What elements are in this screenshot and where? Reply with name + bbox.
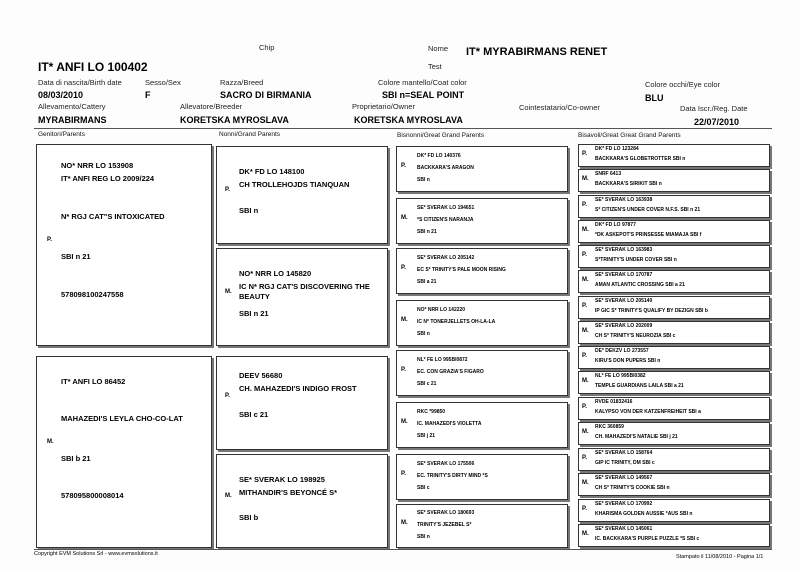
cat-name: IT* MYRABIRMANS RENET [466,46,608,58]
gg-sex-mark: M. [582,227,589,233]
parent-sire-box [36,144,212,346]
gg-sex-mark: P. [582,151,587,157]
gg-reg: SE* SVERAK LO 170992 [595,501,653,507]
gg-sex-mark: P. [582,303,587,309]
gg-reg: SE* SVERAK LO 145061 [595,526,653,532]
grandparent-name: MITHANDIR'S BEYONCÉ S* [239,488,338,497]
coat-value: SBI n=SEAL POINT [382,90,465,100]
grandparent-color: SBI c 21 [239,410,269,419]
footer-rule [34,549,772,550]
great-great-grandparent-box [578,144,770,167]
great-great-grandparent-box [578,321,770,344]
header-rule [34,128,772,129]
gg-sex-mark: M. [582,277,589,283]
gg-sex-mark: P. [582,506,587,512]
gg-name: IP GIC S* TRINITY'S QUALIFY BY DEZIGN SBI b [595,308,708,314]
parent-chip: 578095800008014 [61,491,124,500]
grandparent-sex-mark: P. [225,187,230,193]
great-color: SBI n [417,331,430,337]
eye-value: BLU [645,93,664,103]
grandparent-name: CH. MAHAZEDI'S INDIGO FROST [239,384,357,393]
gg-reg: SE* SVERAK LO 170787 [595,272,653,278]
gg-sex-mark: P. [582,252,587,258]
gg-sex-mark: M. [582,480,589,486]
parent-reg-2: IT* ANFI REG LO 2009/224 [61,174,155,183]
grandparent-sex-mark: P. [225,393,230,399]
great-reg: RKC *99850 [417,409,446,415]
gg-reg: RKC 360859 [595,424,624,430]
grandparent-color: SBI n [239,206,259,215]
parent-name: N* RGJ CAT"S INTOXICATED [61,212,165,221]
great-great-grandparent-box [578,296,770,319]
gg-reg: RVDE 01832416 [595,399,633,405]
gg-name: KHARISMA GOLDEN AUSSIE *AUS SBI n [595,511,693,517]
sex-value: F [145,90,151,100]
column-parents-header: Genitori/Parents [38,131,85,138]
gg-name: CH S* TRINITY'S COOKIE SBI n [595,485,670,491]
gg-reg: SE* SVERAK LO 158764 [595,450,653,456]
great-great-grandparent-box [578,195,770,218]
eye-label: Colore occhi/Eye color [645,80,721,89]
great-great-grandparent-box [578,448,770,471]
grandparent-box [216,454,388,548]
great-grandparent-box [396,198,568,244]
great-color: SBI n [417,534,430,540]
gg-sex-mark: P. [582,202,587,208]
gg-name: AMAN ATLANTIC CROSSING SBI a 21 [595,282,685,288]
grandparent-box [216,248,388,346]
breeder-label: Allevatore/Breeder [180,102,243,111]
coat-label: Colore mantello/Coat color [378,78,467,87]
test-label: Test [428,62,442,71]
great-name: IC. MAHAZEDI'S VIOLETTA [417,421,482,427]
great-grandparent-box [396,504,568,548]
footer-copyright: Copyright EVM Solutions Srl - www.evmsolutions.it [34,551,158,557]
cattery-value: MYRABIRMANS [38,115,107,125]
breeder-value: KORETSKA MYROSLAVA [180,115,289,125]
great-sex-mark: M. [401,317,408,323]
parent-color: SBI n 21 [61,252,91,261]
grandparent-color: SBI b [239,513,259,522]
grandparent-sex-mark: M. [225,289,232,295]
parent-color: SBI b 21 [61,454,91,463]
grandparent-box [216,146,388,244]
gg-reg: SE* SVERAK LO 163983 [595,247,653,253]
great-grandparent-box [396,146,568,192]
great-grandparent-box [396,300,568,346]
great-great-grandparent-box [578,169,770,192]
grandparent-name: IC N* RGJ CAT'S DISCOVERING THE [239,282,370,291]
cattery-label: Allevamento/Cattery [38,102,106,111]
great-great-grandparent-box [578,371,770,394]
great-sex-mark: M. [401,520,408,526]
great-color: SBI j 21 [417,433,436,439]
great-great-grandparent-box [578,499,770,522]
great-color: SBI a 21 [417,279,437,285]
gg-sex-mark: P. [582,404,587,410]
gg-name: BACKKARA'S GLOBETROTTER SBI n [595,156,686,162]
column-grand-header: Nonni/Grand Parents [219,131,281,138]
gg-reg: SNRF 6413 [595,171,622,177]
gg-sex-mark: M. [582,328,589,334]
great-reg: SE* SVERAK LO 175506 [417,461,475,467]
gg-name: S* CITIZEN'S UNDER COVER N.F.S. SBI n 21 [595,207,701,213]
chip-label: Chip [259,43,275,52]
column-great-header: Bisnonni/Great Grand Parents [397,132,485,139]
grandparent-color: SBI n 21 [239,309,269,318]
great-grandparent-box [396,402,568,448]
breed-value: SACRO DI BIRMANIA [220,90,312,100]
parent-sex-mark: M. [47,439,54,445]
great-name: *S CITIZEN'S NARANJA [417,217,474,223]
great-name: EC. CON GRAZIA'S FIGARO [417,369,484,375]
great-name: EC S* TRINITY'S PALE MOON RISING [417,267,506,273]
great-sex-mark: M. [401,215,408,221]
grandparent-sex-mark: M. [225,493,232,499]
gg-reg: SE* SVERAK LO 163938 [595,197,653,203]
gg-sex-mark: M. [582,176,589,182]
grandparent-reg: DK* FD LO 148100 [239,167,305,176]
great-name: BACKKARA'S ARAGON [417,165,474,171]
great-reg: NO* NRR LO 142220 [417,307,466,313]
great-reg: SE* SVERAK LO 180693 [417,510,475,516]
great-reg: DK* FD LO 140376 [417,153,461,159]
parent-dam-box [36,356,212,548]
great-reg: NL* FE LO 995BI0872 [417,357,468,363]
gg-sex-mark: P. [582,455,587,461]
great-grandparent-box [396,454,568,500]
breed-label: Razza/Breed [220,78,264,87]
regdate-label: Data Iscr./Reg. Date [680,104,748,113]
great-name: IC N* TONERJELLETS OH-LA-LA [417,319,496,325]
great-great-grandparent-box [578,397,770,420]
great-color: SBI n 21 [417,229,437,235]
gg-sex-mark: M. [582,429,589,435]
gg-reg: DK* FD LO 123284 [595,146,639,152]
gg-reg: SE* SVERAK LO 149567 [595,475,653,481]
gg-name: BACKKARA'S SIRIKIT SBI n [595,181,662,187]
gg-name: GIP IC TRINITY, DM SBI c [595,460,655,466]
great-sex-mark: M. [401,419,408,425]
gg-reg: DE* DEKZV LO 273557 [595,348,649,354]
grandparent-name: CH TROLLEHOJDS TIANQUAN [239,180,350,189]
parent-sex-mark: P. [47,237,52,243]
gg-name: KALYPSO VON DER KATZENFREIHEIT SBI a [595,409,701,415]
grandparent-reg: DEEV 56680 [239,371,283,380]
gg-name: *DK ASKEPOT'S PRINSESSE MIAMAJA SBI f [595,232,702,238]
gg-reg: SE* SVERAK LO 202009 [595,323,653,329]
gg-name: TEMPLE GUARDIANS LAILA SBI a 21 [595,383,684,389]
footer-printed: Stampato il 11/08/2010 - Pagina 1/1 [676,554,764,560]
grandparent-box [216,356,388,450]
great-grandparent-box [396,350,568,396]
great-color: SBI c [417,485,430,491]
grandparent-name-2: BEAUTY [239,292,270,301]
gg-name: KIRU'S DON PUPERS SBI n [595,358,661,364]
column-greatgreat-header: Bisavoli/Great Great Grand Parents [578,132,681,139]
great-great-grandparent-box [578,473,770,496]
parent-reg: NO* NRR LO 153908 [61,161,134,170]
great-great-grandparent-box [578,524,770,547]
great-great-grandparent-box [578,245,770,268]
great-great-grandparent-box [578,422,770,445]
gg-sex-mark: M. [582,531,589,537]
parent-name: MAHAZEDI'S LEYLA CHO-CO-LAT [61,414,183,423]
great-name: TRINITY'S JEZEBEL S* [417,522,472,528]
great-great-grandparent-box [578,220,770,243]
gg-name: CH. MAHAZEDI'S NATALIE SBI j 21 [595,434,678,440]
gg-sex-mark: P. [582,353,587,359]
great-sex-mark: P. [401,163,406,169]
great-color: SBI n [417,177,430,183]
gg-reg: NL* FE LO 995BI0382 [595,373,646,379]
sex-label: Sesso/Sex [145,78,181,87]
great-sex-mark: P. [401,367,406,373]
regdate-value: 22/07/2010 [694,117,740,127]
great-grandparent-box [396,248,568,294]
name-label: Nome [428,44,449,53]
great-sex-mark: P. [401,265,406,271]
dob-label: Data di nascita/Birth date [38,78,122,87]
owner-label: Proprietario/Owner [352,102,415,111]
great-sex-mark: P. [401,471,406,477]
gg-reg: SE* SVERAK LO 205140 [595,298,653,304]
great-reg: SE* SVERAK LO 194651 [417,205,475,211]
gg-name: S*TRINITY'S UNDER COVER SBI n [595,257,677,263]
dob-value: 08/03/2010 [38,90,84,100]
great-great-grandparent-box [578,346,770,369]
registration-number: IT* ANFI LO 100402 [38,60,148,74]
coowner-label: Cointestatario/Co-owner [519,103,600,112]
great-color: SBI c 21 [417,381,437,387]
gg-sex-mark: M. [582,378,589,384]
great-reg: SE* SVERAK LO 205142 [417,255,475,261]
owner-value: KORETSKA MYROSLAVA [354,115,463,125]
parent-reg: IT* ANFI LO 86452 [61,377,126,386]
grandparent-reg: NO* NRR LO 145820 [239,269,312,278]
great-great-grandparent-box [578,270,770,293]
gg-name: IC. BACKKARA'S PURPLE PUZZLE *S SBI c [595,536,700,542]
grandparent-reg: SE* SVERAK LO 198925 [239,475,325,484]
gg-name: CH S* TRINITY'S NEUROZIA SBI c [595,333,676,339]
gg-reg: DK* FD LO 97877 [595,222,636,228]
great-name: EC. TRINITY'S DIRTY MIND *S [417,473,488,479]
parent-chip: 578098100247558 [61,290,124,299]
